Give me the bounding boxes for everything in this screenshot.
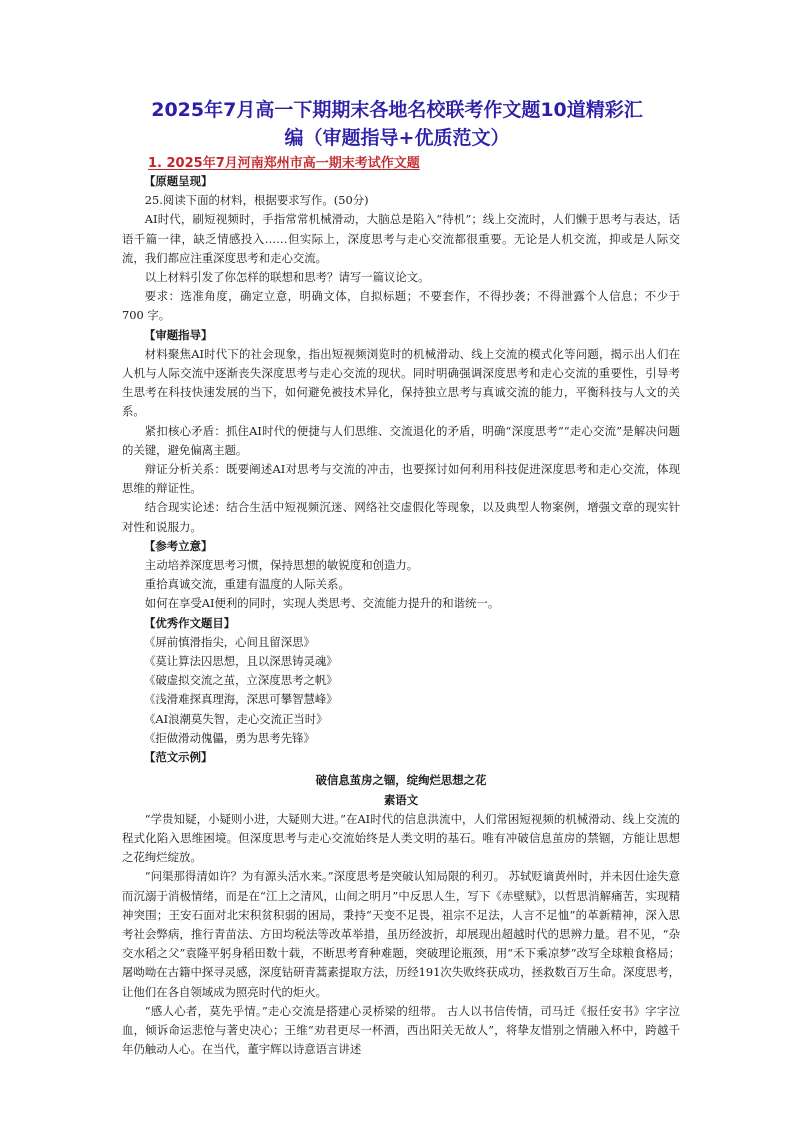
document-title-line1: 2025年7月高一下期期末各地名校联考作文题10道精彩汇 bbox=[151, 99, 643, 121]
original-question: 25.阅读下面的材料，根据要求写作。(50分) bbox=[144, 193, 369, 208]
title-item: 《破虚拟交流之茧，立深度思考之帆》 bbox=[144, 673, 338, 688]
tag-ideas: 【参考立意】 bbox=[144, 538, 213, 553]
title-item: 《屏前慎滑指尖，心间且留深思》 bbox=[144, 634, 315, 649]
essay-paragraph: “问渠那得清如许？为有源头活水来。”深度思考是突破认知局限的利刃。 苏轼贬谪黄州时，并未因仕途失意而沉溺于消极情绪，而是在“江上之清风，山间之明月”中反思人生，写下《赤壁赋》，以哲思消解痛苦，实现精神突围；王安石面对北宋积贫积弱的困局，秉持“天变不足畏，祖宗不足法，人言不足恤”的革新精神，深入思考社会弊病，推行青苗法、方田均税法等改革举措，虽历经波折，却展现出超越时代的思辨力量。君不见，“杂交水稻之父”袁隆平躬身稻田数十载，不断思考育种难题，突破理论瓶颈，用“禾下乘凉梦”改写全球粮食格局；屠呦呦在古籍中探寻灵感，深度钻研青蒿素提取方法，历经191次失败终获成功，拯救数百万生命。深度思考，让他们在各自领域成为照亮时代的炬火。 bbox=[122, 869, 680, 999]
essay-paragraph: “学贵知疑，小疑则小进，大疑则大进。”在AI时代的信息洪流中，人们常困短视频的机械滑动、线上交流的程式化陷入思维困境。但深度思考与走心交流始终是人类文明的基石。唯有冲破信息茧房的禁锢，方能让思想之花绚烂绽放。 bbox=[122, 811, 680, 865]
idea-item: 主动培养深度思考习惯，保持思想的敏锐度和创造力。 bbox=[144, 558, 419, 573]
document-title bbox=[112, 96, 682, 152]
original-prompt: 以上材料引发了你怎样的联想和思考？请写一篇议论文。 bbox=[144, 270, 430, 285]
title-item: 《拒做滑动傀儡，勇为思考先锋》 bbox=[144, 730, 315, 745]
idea-item: 如何在享受AI便利的同时，实现人类思考、交流能力提升的和谐统一。 bbox=[144, 596, 500, 611]
original-requirements: 要求：选准角度，确定立意，明确文体，自拟标题；不要套作，不得抄袭；不得泄露个人信息；不少于 700 字。 bbox=[122, 289, 680, 323]
guide-paragraph: 材料聚焦AI时代下的社会现象，指出短视频浏览时的机械滑动、线上交流的模式化等问题，揭示出人们在人机与人际交流中逐渐丧失深度思考与走心交流的现状。同时明确强调深度思考和走心交流的重要性，引导考生思考在科技快速发展的当下，如何避免被技术异化，保持独立思考与真诚交流的能力，平衡科技与人文的关系。 bbox=[122, 346, 680, 419]
idea-item: 重拾真诚交流，重建有温度的人际关系。 bbox=[144, 577, 350, 592]
guide-paragraph: 辩证分析关系：既要阐述AI对思考与交流的冲击，也要探讨如何利用科技促进深度思考和走心交流，体现思维的辩证性。 bbox=[122, 462, 680, 496]
tag-guide: 【审题指导】 bbox=[144, 327, 213, 342]
document-body bbox=[122, 172, 680, 1059]
title-item: 《AI浪潮莫失智，走心交流正当时》 bbox=[144, 711, 328, 726]
guide-paragraph: 结合现实论述：结合生活中短视频沉迷、网络社交虚假化等现象，以及典型人物案例，增强文章的现实针对性和说服力。 bbox=[122, 500, 680, 534]
title-item: 《莫让算法囚思想，且以深思铸灵魂》 bbox=[144, 654, 338, 669]
tag-sample: 【范文示例】 bbox=[144, 750, 213, 765]
section-heading: 1. 2025年7月河南郑州市高一期末考试作文题 bbox=[148, 156, 420, 171]
essay-paragraph: “感人心者，莫先乎情。”走心交流是搭建心灵桥梁的纽带。 古人以书信传情，司马迁《报任安书》字字泣血，倾诉命运悲怆与著史决心；王维“劝君更尽一杯酒，西出阳关无故人”，将挚友惜别之情融入杯中，跨越千年仍触动人心。在当代，董宇辉以诗意语言讲述 bbox=[122, 1003, 680, 1057]
essay-author: 素语文 bbox=[383, 792, 419, 807]
tag-original: 【原题呈现】 bbox=[144, 174, 213, 188]
original-material: AI时代，刷短视频时，手指常常机械滑动，大脑总是陷入“待机”；线上交流时，人们懒于思考与表达，话语千篇一律，缺乏情感投入……但实际上，深度思考与走心交流都很重要。无论是人机交流，抑或是人际交流，我们都应注重深度思考和走心交流。 bbox=[122, 212, 680, 265]
guide-paragraph: 紧扣核心矛盾：抓住AI时代的便捷与人们思维、交流退化的矛盾，明确“深度思考”“走心交流”是解决问题的关键，避免偏离主题。 bbox=[122, 423, 680, 457]
title-item: 《浅滑难探真理海，深思可攀智慧峰》 bbox=[144, 692, 338, 707]
essay-title: 破信息茧房之锢，绽绚烂思想之花 bbox=[315, 773, 487, 788]
document-title-line2: 编（审题指导+优质范文） bbox=[284, 127, 510, 149]
tag-titles: 【优秀作文题目】 bbox=[144, 615, 236, 630]
title-list bbox=[122, 633, 680, 748]
